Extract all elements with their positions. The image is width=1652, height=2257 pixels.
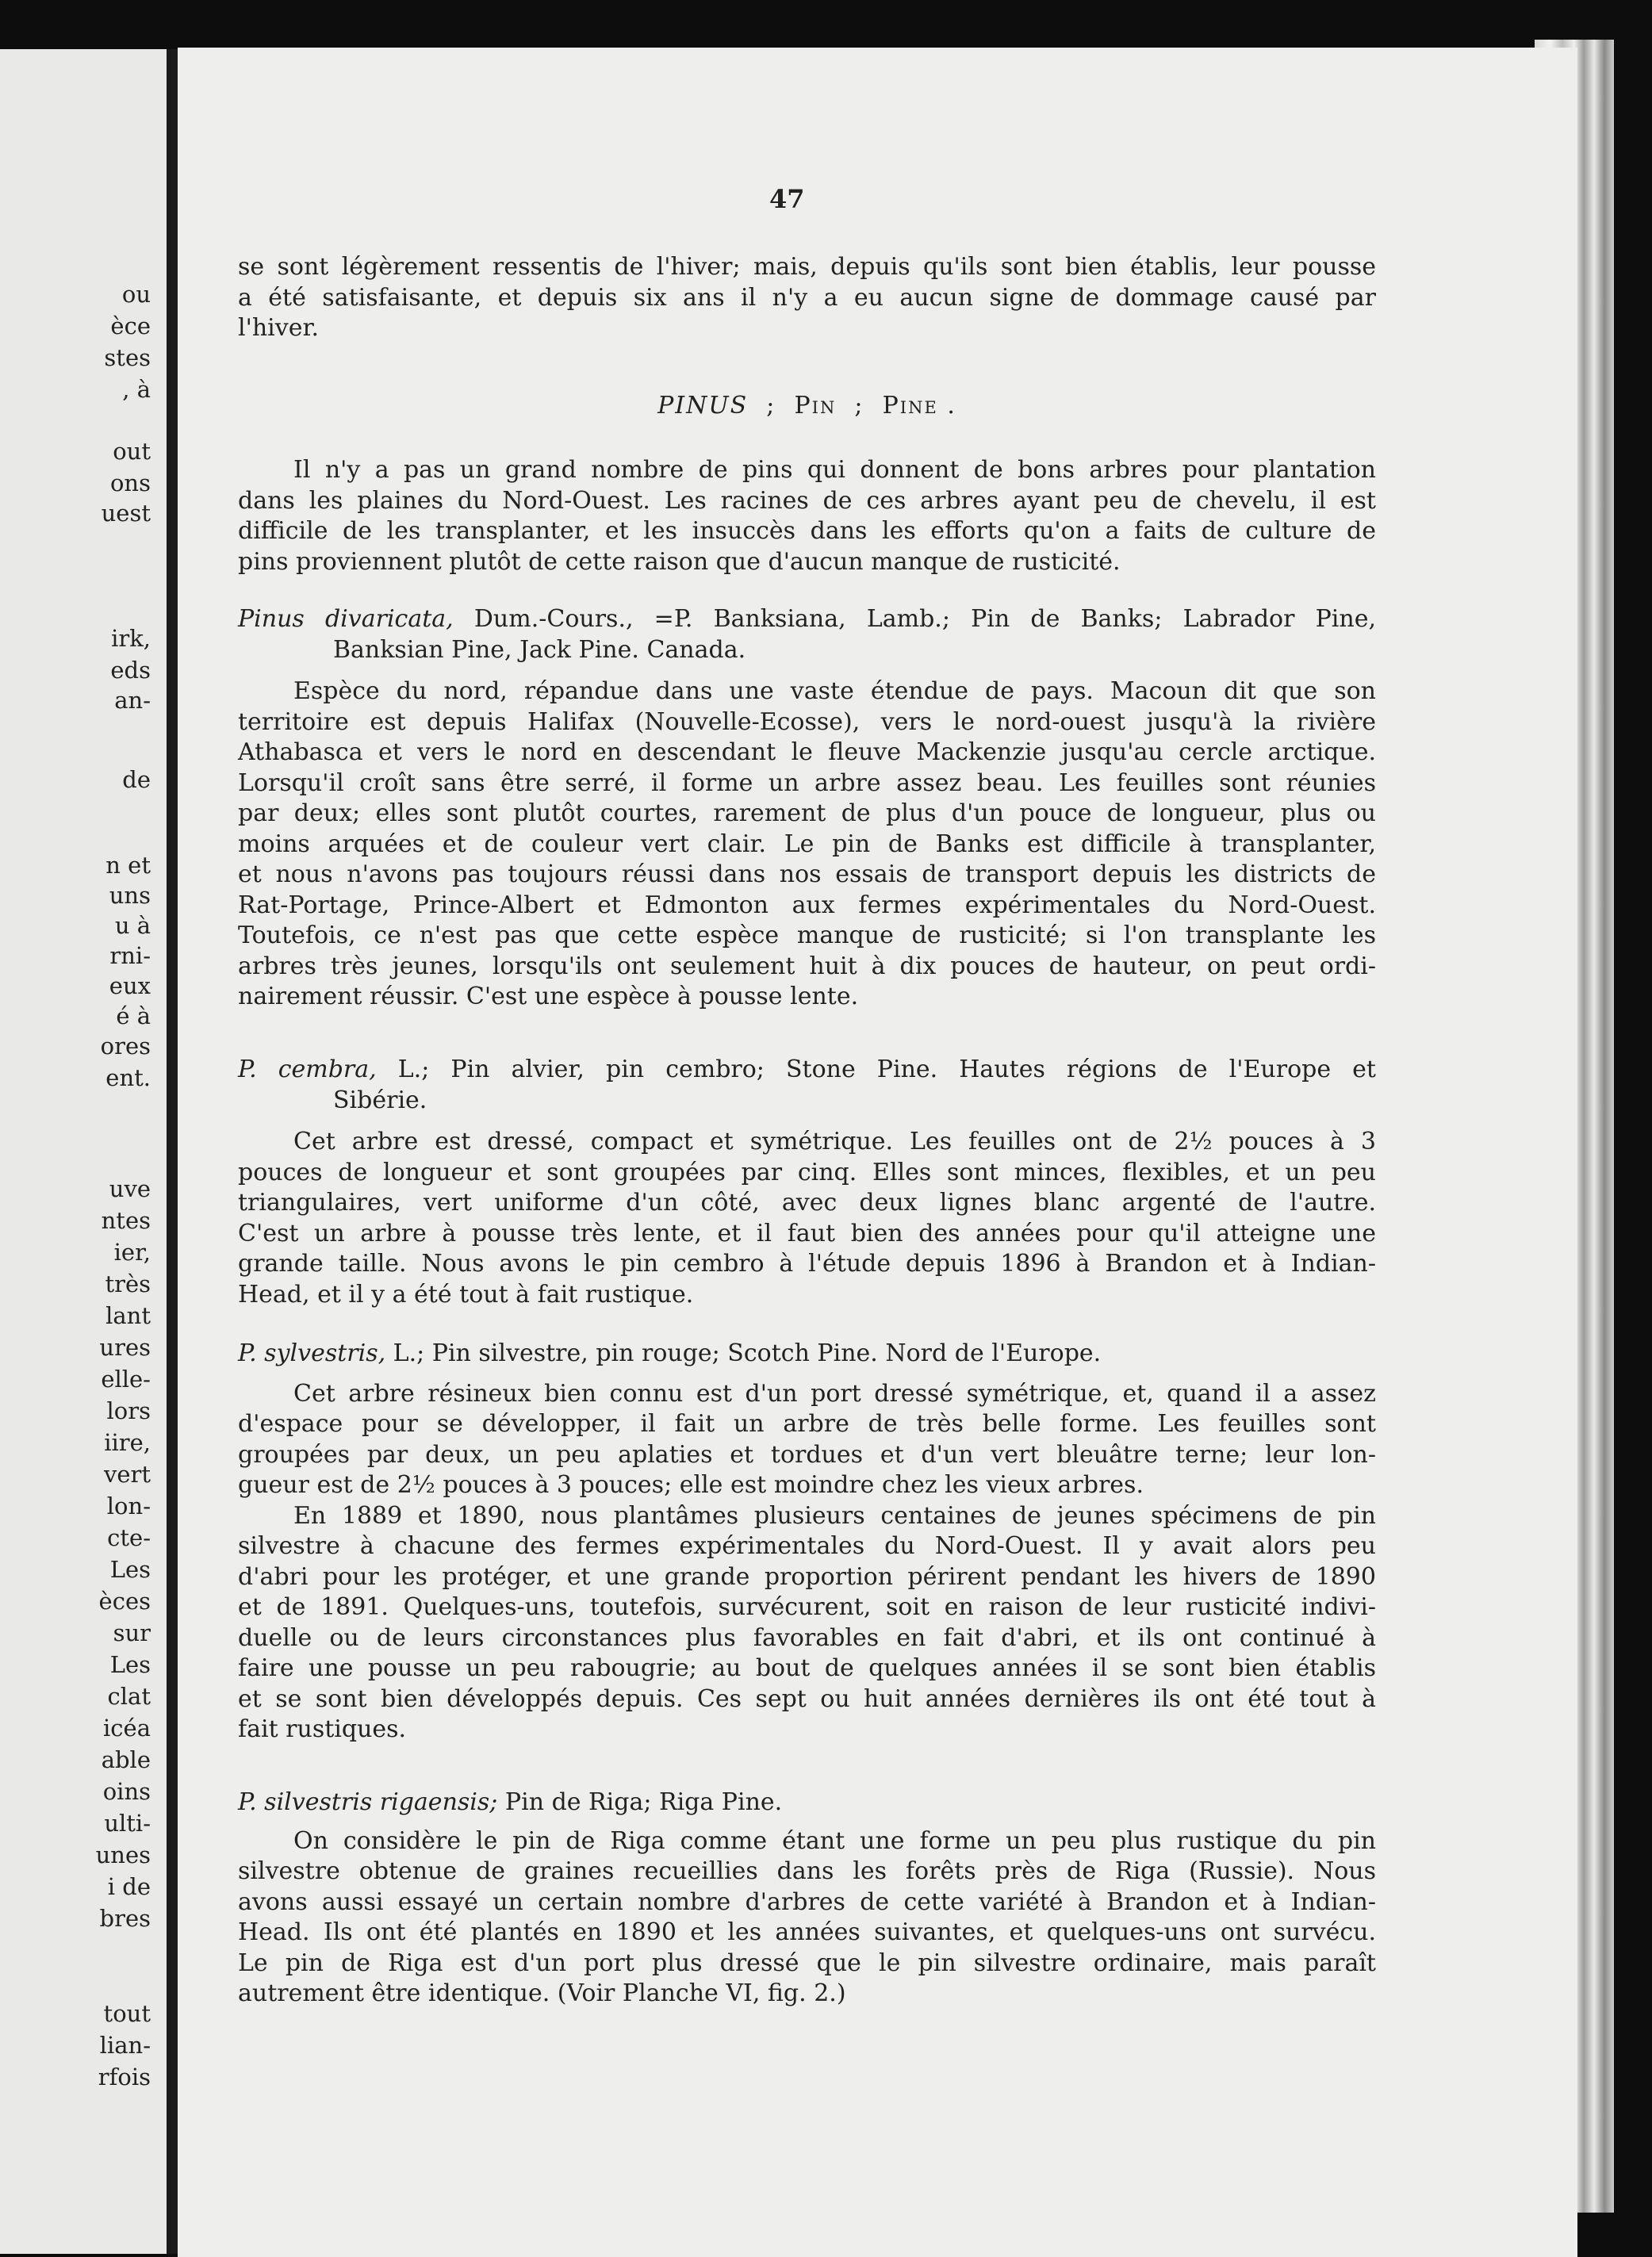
margin-fragment: èces: [98, 1588, 151, 1615]
margin-fragment: ures: [99, 1334, 151, 1361]
margin-fragment: èce: [110, 312, 151, 339]
margin-fragment: Les: [109, 1556, 151, 1583]
text-line: a été satisfaisante, et depuis six ans il n'y a eu aucun signe de dommage causé par: [238, 283, 1376, 312]
margin-fragment: ons: [109, 469, 151, 496]
french-name: Pin: [794, 392, 837, 420]
margin-fragment: iire,: [104, 1429, 151, 1456]
page-number: 47: [769, 184, 805, 214]
margin-fragment: uest: [101, 500, 151, 527]
margin-fragment: sur: [113, 1619, 151, 1646]
text-line: Toutefois, ce n'est pas que cette espèce manque de rusticité; si l'on transplante les: [238, 922, 1376, 949]
intro-paragraph: [238, 252, 1376, 344]
section-heading: PINUS ; Pin ; Pine .: [657, 392, 956, 420]
margin-fragment: cte-: [107, 1524, 151, 1551]
species-header: P. sylvestris, L.; Pin silvestre, pin rouge; Scotch Pine. Nord de l'Europe.: [238, 1339, 1102, 1367]
text-line: fait rustiques.: [238, 1715, 407, 1743]
text-line: On considère le pin de Riga comme étant une forme un peu plus rustique du pin: [293, 1826, 1376, 1855]
species-name: P. sylvestris,: [238, 1339, 386, 1367]
margin-fragment: unes: [95, 1841, 151, 1868]
text-line: En 1889 et 1890, nous plantâmes plusieurs centaines de jeunes spécimens de pin: [293, 1501, 1376, 1530]
margin-fragment: ores: [100, 1033, 151, 1060]
text-line: d'espace pour se développer, il fait un arbre de très belle forme. Les feuilles sont: [238, 1410, 1376, 1438]
facing-page: [0, 49, 167, 2254]
margin-fragment: rfois: [98, 2063, 151, 2090]
pinus-intro-paragraph: [238, 455, 1376, 577]
margin-fragment: eux: [109, 972, 151, 999]
text-line: gueur est de 2½ pouces à 3 pouces; elle est moindre chez les vieux arbres.: [238, 1471, 1144, 1499]
margin-fragment: rni-: [109, 942, 151, 969]
margin-fragment: out: [113, 438, 151, 465]
text-line: grande taille. Nous avons le pin cembro à l'étude depuis 1896 à Brandon et à Indian-: [238, 1250, 1376, 1278]
species-header: P. cembra, L.; Pin alvier, pin cembro; Stone Pine. Hautes régions de l'Europe et: [238, 1056, 1376, 1083]
text-line: par deux; elles sont plutôt courtes, rarement de plus d'un pouce de longueur, plus ou: [238, 799, 1376, 827]
margin-fragment: elle-: [101, 1366, 151, 1393]
text-line: Cet arbre résineux bien connu est d'un port dressé symétrique, et, quand il a assez: [293, 1379, 1376, 1408]
text-line: d'abri pour les protéger, et une grande proportion périrent pendant les hivers de 1890: [238, 1562, 1376, 1591]
margin-fragment: u à: [114, 912, 151, 939]
text-line: l'hiver.: [238, 314, 320, 342]
text-line: Il n'y a pas un grand nombre de pins qui donnent de bons arbres pour plantation: [293, 456, 1376, 484]
text-line: Espèce du nord, répandue dans une vaste étendue de pays. Macoun dit que son: [293, 677, 1376, 705]
margin-fragment: vert: [103, 1461, 151, 1488]
margin-fragment: i de: [107, 1873, 151, 1900]
text-line: avons aussi essayé un certain nombre d'arbres de cette variété à Brandon et à Indian-: [238, 1887, 1376, 1916]
margin-fragment: eds: [110, 657, 151, 684]
margin-fragment: able: [101, 1746, 151, 1773]
margin-fragment: tout: [103, 2000, 151, 2027]
text-line: autrement être identique. (Voir Planche VI, fig. 2.): [238, 1979, 846, 2007]
text-line: pouces de longueur et sont groupées par cinq. Elles sont minces, flexibles, et un peu: [238, 1158, 1376, 1186]
margin-fragment: lors: [106, 1397, 151, 1424]
text-line: Head. Ils ont été plantés en 1890 et les années suivantes, et quelques-uns ont survécu.: [238, 1918, 1376, 1946]
margin-fragment: ulti-: [104, 1810, 151, 1837]
species-header-cont: Sibérie.: [333, 1086, 427, 1114]
text-line: pins proviennent plutôt de cette raison que d'aucun manque de rusticité.: [238, 547, 1121, 576]
margin-fragment: n et: [105, 852, 151, 879]
text-line: et se sont bien développés depuis. Ces sept ou huit années dernières ils ont été tout à: [238, 1684, 1376, 1713]
text-line: se sont légèrement ressentis de l'hiver; mais, depuis qu'ils sont bien établis, leur pousse: [238, 253, 1376, 281]
text-line: Rat-Portage, Prince-Albert et Edmonton aux fermes expérimentales du Nord-Ouest.: [238, 891, 1376, 919]
species-header: P. silvestris rigaensis; Pin de Riga; Riga Pine.: [238, 1788, 783, 1816]
species-header-cont: Banksian Pine, Jack Pine. Canada.: [333, 635, 746, 664]
margin-fragment: de: [122, 766, 151, 793]
margin-fragment: é à: [116, 1002, 151, 1029]
book-gutter: [167, 49, 178, 2254]
text-line: Athabasca et vers le nord en descendant le fleuve Mackenzie jusqu'au cercle arctique.: [238, 738, 1376, 766]
margin-fragment: lian-: [99, 2032, 151, 2059]
text-line: difficile de les transplanter, et les insuccès dans les efforts qu'on a faits de culture de: [238, 517, 1376, 545]
text-line: Le pin de Riga est d'un port plus dressé que le pin silvestre ordinaire, mais paraît: [238, 1949, 1376, 1977]
text-line: et de 1891. Quelques-uns, toutefois, survécurent, soit en raison de leur rusticité indivi-: [238, 1593, 1376, 1621]
species-entry-sylvestris: [238, 1339, 1376, 1745]
species-name: Pinus divaricata,: [238, 605, 454, 633]
text-line: triangulaires, vert uniforme d'un côté, avec deux lignes blanc argenté de l'autre.: [238, 1189, 1376, 1217]
margin-fragment: clat: [107, 1683, 151, 1710]
english-name: Pine: [882, 392, 938, 420]
margin-fragment: irk,: [111, 625, 151, 652]
text-line: C'est un arbre à pousse très lente, et il faut bien des années pour qu'il atteigne une: [238, 1219, 1376, 1247]
species-entry-cembra: [238, 1055, 1376, 1310]
margin-fragment: , à: [122, 376, 151, 403]
text-line: dans les plaines du Nord-Ouest. Les racines de ces arbres ayant peu de chevelu, il est: [238, 486, 1376, 515]
margin-fragment: ou: [121, 281, 151, 308]
text-line: moins arquées et de couleur vert clair. Le pin de Banks est difficile à transplanter,: [238, 830, 1376, 858]
margin-fragment: ent.: [105, 1064, 151, 1091]
species-header: Pinus divaricata, Dum.-Cours., =P. Banksiana, Lamb.; Pin de Banks; Labrador Pine,: [238, 605, 1376, 633]
species-entry-divaricata: [238, 604, 1376, 1013]
text-line: duelle ou de leurs circonstances plus favorables en fait d'abri, et ils ont continué à: [238, 1623, 1376, 1652]
margin-fragment: an-: [114, 687, 151, 714]
species-name: P. cembra,: [238, 1056, 377, 1083]
margin-fragment: ntes: [101, 1207, 151, 1234]
margin-fragment: icéa: [103, 1715, 151, 1742]
margin-fragment: uns: [109, 882, 151, 909]
text-line: silvestre à chacune des fermes expérimentales du Nord-Ouest. Il y avait alors peu: [238, 1532, 1376, 1560]
margin-fragment: très: [105, 1270, 151, 1297]
text-line: Head, et il y a été tout à fait rustique.: [238, 1280, 694, 1309]
text-line: Lorsqu'il croît sans être serré, il forme un arbre assez beau. Les feuilles sont réunies: [238, 768, 1376, 797]
text-line: faire une pousse un peu rabougrie; au bout de quelques années il se sont bien établis: [238, 1654, 1376, 1682]
text-line: silvestre obtenue de graines recueillies dans les forêts près de Riga (Russie). Nous: [238, 1857, 1376, 1885]
margin-fragment: lon-: [106, 1493, 151, 1519]
text-line: et nous n'avons pas toujours réussi dans nos essais de transport depuis les districts de: [238, 860, 1376, 888]
text-line: Cet arbre est dressé, compact et symétrique. Les feuilles ont de 2½ pouces à 3: [293, 1128, 1376, 1155]
genus-name: PINUS: [657, 392, 749, 420]
margin-fragment: Les: [109, 1651, 151, 1678]
text-line: groupées par deux, un peu aplaties et tordues et d'un vert bleuâtre terne; leur lon-: [238, 1440, 1376, 1469]
margin-fragment: oins: [102, 1778, 151, 1805]
text-line: territoire est depuis Halifax (Nouvelle-Ecosse), vers le nord-ouest jusqu'à la rivière: [238, 707, 1376, 736]
margin-fragment: uve: [109, 1175, 151, 1202]
text-line: nairement réussir. C'est une espèce à pousse lente.: [238, 983, 859, 1010]
species-name: P. silvestris rigaensis;: [238, 1788, 498, 1816]
margin-fragment: ier,: [113, 1239, 151, 1266]
species-entry-rigaensis: [238, 1788, 1376, 2010]
text-line: arbres très jeunes, lorsqu'ils ont seulement huit à dix pouces de hauteur, on peut ordi-: [238, 952, 1376, 980]
margin-fragment: bres: [99, 1905, 151, 1932]
margin-fragment: lant: [105, 1302, 151, 1329]
margin-fragment: stes: [104, 344, 151, 371]
